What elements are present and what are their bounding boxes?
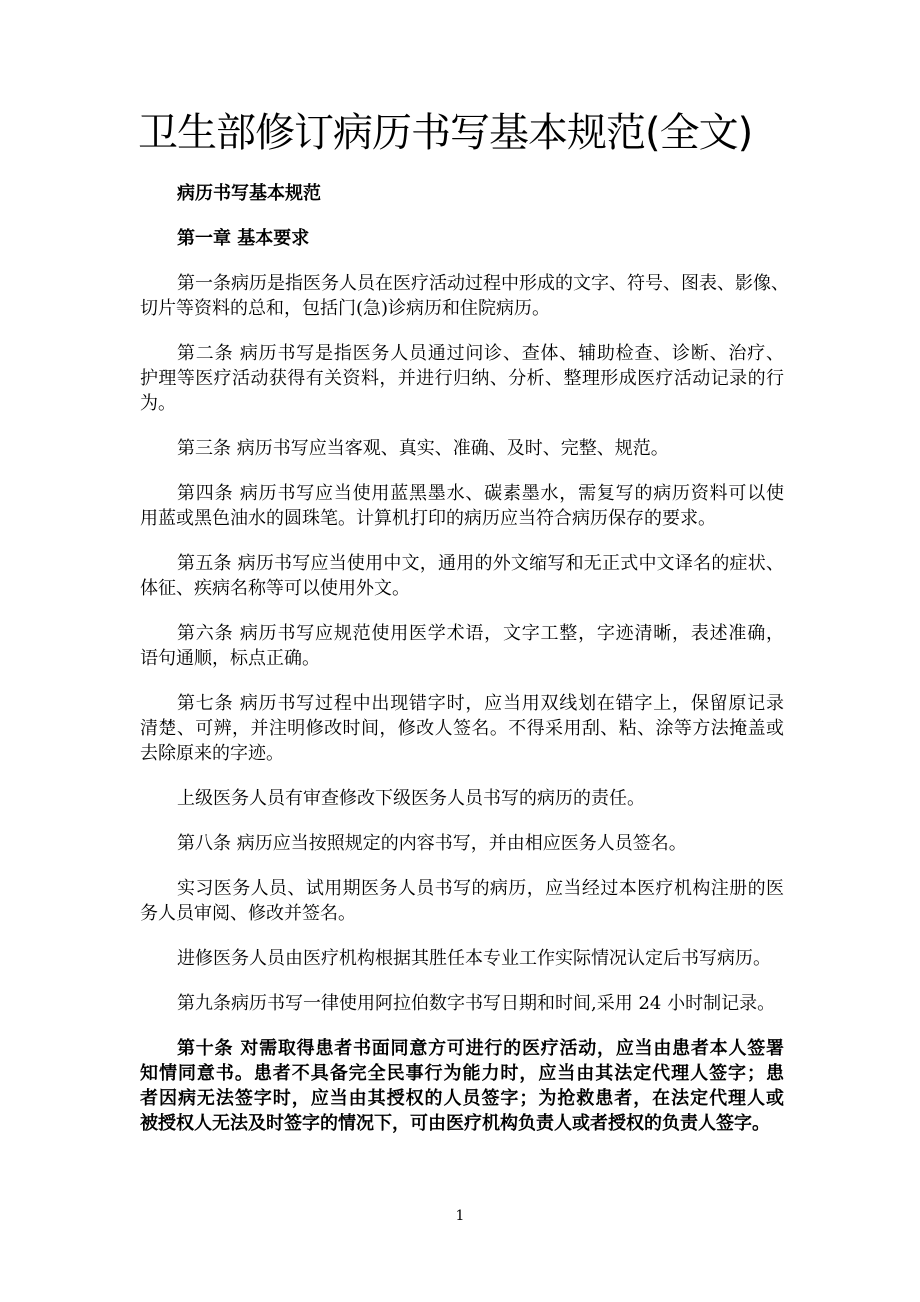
paragraph-line: 第七条 病历书写过程中出现错字时，应当用双线划在错字上，保留原记录 xyxy=(177,693,784,714)
paragraph-line: 第八条 病历应当按照规定的内容书写，并由相应医务人员签名。 xyxy=(177,833,687,854)
paragraph-line: 第四条 病历书写应当使用蓝黑墨水、碳素墨水，需复写的病历资料可以使 xyxy=(177,483,784,504)
paragraph-line: 护理等医疗活动获得有关资料，并进行归纳、分析、整理形成医疗活动记录的行 xyxy=(140,368,784,389)
paragraph-line: 实习医务人员、试用期医务人员书写的病历，应当经过本医疗机构注册的医 xyxy=(177,878,784,899)
paragraph-line: 第六条 病历书写应规范使用医学术语，文字工整，字迹清晰，表述准确， xyxy=(177,623,784,644)
document-body xyxy=(140,181,789,1156)
paragraph-line: 第五条 病历书写应当使用中文，通用的外文缩写和无正式中文译名的症状、 xyxy=(177,553,784,574)
paragraph-line: 务人员审阅、修改并签名。 xyxy=(140,903,356,924)
paragraph xyxy=(140,621,784,671)
paragraph-line: 用蓝或黑色油水的圆珠笔。计算机打印的病历应当符合病历保存的要求。 xyxy=(140,508,716,529)
paragraph-line: 第十条 对需取得患者书面同意方可进行的医疗活动，应当由患者本人签署 xyxy=(177,1038,784,1059)
paragraph xyxy=(140,831,784,856)
paragraph-line: 去除原来的字迹。 xyxy=(140,743,284,764)
paragraph xyxy=(140,551,784,601)
paragraph xyxy=(140,271,789,321)
paragraph xyxy=(140,436,784,461)
document-title: 卫生部修订病历书写基本规范(全文) xyxy=(138,110,753,156)
paragraph xyxy=(140,991,784,1016)
paragraph-line: 清楚、可辨，并注明修改时间，修改人签名。不得采用刮、粘、涂等方法掩盖或 xyxy=(140,718,784,739)
paragraph xyxy=(140,946,784,971)
paragraph-line: 病历书写基本规范 xyxy=(177,183,321,204)
paragraph-line: 为。 xyxy=(140,393,176,414)
paragraph-line: 第一条病历是指医务人员在医疗活动过程中形成的文字、符号、图表、影像、 xyxy=(177,273,789,294)
paragraph xyxy=(140,481,784,531)
paragraph xyxy=(140,786,784,811)
paragraph-line: 第二条 病历书写是指医务人员通过问诊、查体、辅助检查、诊断、治疗、 xyxy=(177,343,784,364)
paragraph-line: 第三条 病历书写应当客观、真实、准确、及时、完整、规范。 xyxy=(177,438,669,459)
paragraph-line: 被授权人无法及时签字的情况下，可由医疗机构负责人或者授权的负责人签字。 xyxy=(140,1113,770,1134)
paragraph-line: 知情同意书。患者不具备完全民事行为能力时，应当由其法定代理人签字；患 xyxy=(140,1063,784,1084)
paragraph xyxy=(140,341,784,416)
paragraph xyxy=(140,226,784,251)
paragraph-line: 切片等资料的总和，包括门(急)诊病历和住院病历。 xyxy=(140,298,551,319)
paragraph-line: 上级医务人员有审查修改下级医务人员书写的病历的责任。 xyxy=(177,788,645,809)
paragraph-line: 进修医务人员由医疗机构根据其胜任本专业工作实际情况认定后书写病历。 xyxy=(177,948,771,969)
paragraph xyxy=(140,1036,784,1136)
paragraph xyxy=(140,876,784,926)
paragraph-line: 语句通顺，标点正确。 xyxy=(140,648,320,669)
paragraph-line: 第九条病历书写一律使用阿拉伯数字书写日期和时间,采用 24 小时制记录。 xyxy=(177,993,776,1014)
paragraph xyxy=(140,181,784,206)
paragraph-line: 第一章 基本要求 xyxy=(177,228,310,249)
paragraph-line: 者因病无法签字时，应当由其授权的人员签字；为抢救患者，在法定代理人或 xyxy=(140,1088,784,1109)
paragraph xyxy=(140,691,784,766)
page-number: 1 xyxy=(455,1208,465,1224)
paragraph-line: 体征、疾病名称等可以使用外文。 xyxy=(140,578,410,599)
